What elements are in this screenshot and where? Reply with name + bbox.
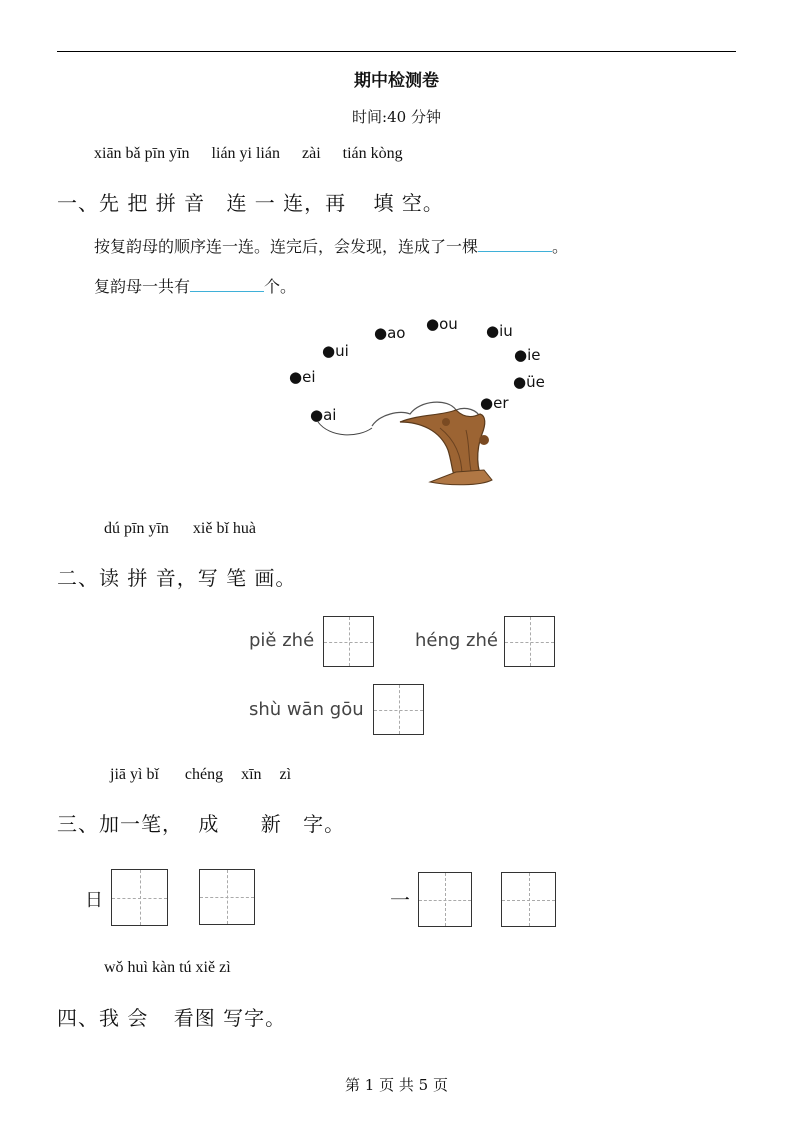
writing-grid[interactable] (199, 869, 255, 925)
section4-pinyin: wǒ huì kàn tú xiě zì (104, 959, 231, 976)
heading-part: 成 (198, 812, 220, 836)
vowel-label: iu (499, 322, 513, 340)
pinyin-word: chéng (184, 766, 224, 783)
question-text: 复韵母一共有 (94, 277, 191, 296)
heading-part: 看图 写字。 (173, 1006, 287, 1030)
pinyin-word: xiān bǎ pīn yīn (94, 145, 190, 162)
page-number: 第 1 页 共 5 页 (345, 1076, 448, 1094)
vowel-ui[interactable]: ●ui (322, 342, 349, 360)
vowel-label: ai (323, 406, 337, 424)
vowel-ei[interactable]: ●ei (289, 368, 316, 386)
heading-part: 填 空。 (373, 191, 444, 215)
vowel-label: ao (387, 324, 406, 342)
heading-part: 一、先 把 拼 音 (57, 191, 206, 215)
section4-heading (57, 1002, 286, 1031)
heading-part: 三、加一笔， (57, 812, 183, 836)
writing-grid[interactable] (323, 616, 374, 667)
stroke-label: piě zhé (249, 630, 315, 651)
header-rule (57, 51, 736, 52)
section3-heading (57, 808, 345, 837)
pinyin-word: dú pīn yīn (104, 520, 169, 537)
vowel-label: ou (439, 315, 458, 333)
writing-grid[interactable] (111, 869, 168, 926)
vowel-label: ei (302, 368, 316, 386)
vowel-label: er (493, 394, 509, 412)
pinyin-word: zì (279, 766, 292, 783)
heading-part: 四、我 会 (57, 1006, 149, 1030)
section1-heading (57, 187, 444, 216)
question-text: 按复韵母的顺序连一连。连完后，会发现，连成了一棵 (94, 237, 479, 256)
vowel-label: ui (335, 342, 349, 360)
section1-pinyin (94, 145, 403, 163)
section2-heading: 二、读 拼 音，写 笔 画。 (57, 566, 297, 590)
vowel-ai[interactable]: ●ai (310, 406, 337, 424)
exam-time: 时间:40 分钟 (352, 108, 441, 126)
pinyin-word: lián yi lián (211, 145, 280, 162)
writing-grid[interactable] (504, 616, 555, 667)
pinyin-word: zài (301, 145, 321, 162)
vowel-ou[interactable]: ●ou (426, 315, 458, 333)
question-line-1 (94, 234, 568, 257)
pinyin-word: xīn (241, 766, 262, 783)
heading-part: 新 (260, 812, 282, 836)
writing-grid[interactable] (501, 872, 556, 927)
writing-grid[interactable] (373, 684, 424, 735)
base-character: 一 (390, 888, 410, 912)
writing-grid[interactable] (418, 872, 472, 927)
stroke-label: shù wān gōu (249, 699, 364, 720)
heading-part: 连 一 连，再 (226, 191, 347, 215)
vowel-er[interactable]: ●er (480, 394, 509, 412)
vowel-label: ie (527, 346, 541, 364)
heading-part: 字。 (303, 812, 346, 836)
section3-pinyin (110, 766, 291, 784)
question-text: 个。 (264, 277, 297, 296)
question-line-2 (94, 274, 296, 297)
question-text: 。 (552, 237, 569, 256)
answer-blank[interactable] (190, 277, 264, 292)
page-title: 期中检测卷 (354, 71, 439, 91)
vowel-label: üe (526, 373, 545, 391)
vowel-ao[interactable]: ●ao (374, 324, 406, 342)
pinyin-word: xiě bǐ huà (192, 520, 256, 537)
answer-blank[interactable] (478, 237, 552, 252)
vowel-ue[interactable]: ●üe (513, 373, 545, 391)
vowel-iu[interactable]: ●iu (486, 322, 513, 340)
base-character: 日 (85, 890, 103, 911)
vowel-ie[interactable]: ●ie (514, 346, 541, 364)
stroke-label: héng zhé (415, 630, 498, 651)
pinyin-word: jiā yì bǐ (110, 766, 159, 783)
pinyin-word: tián kòng (342, 145, 403, 162)
section2-pinyin (104, 520, 256, 538)
